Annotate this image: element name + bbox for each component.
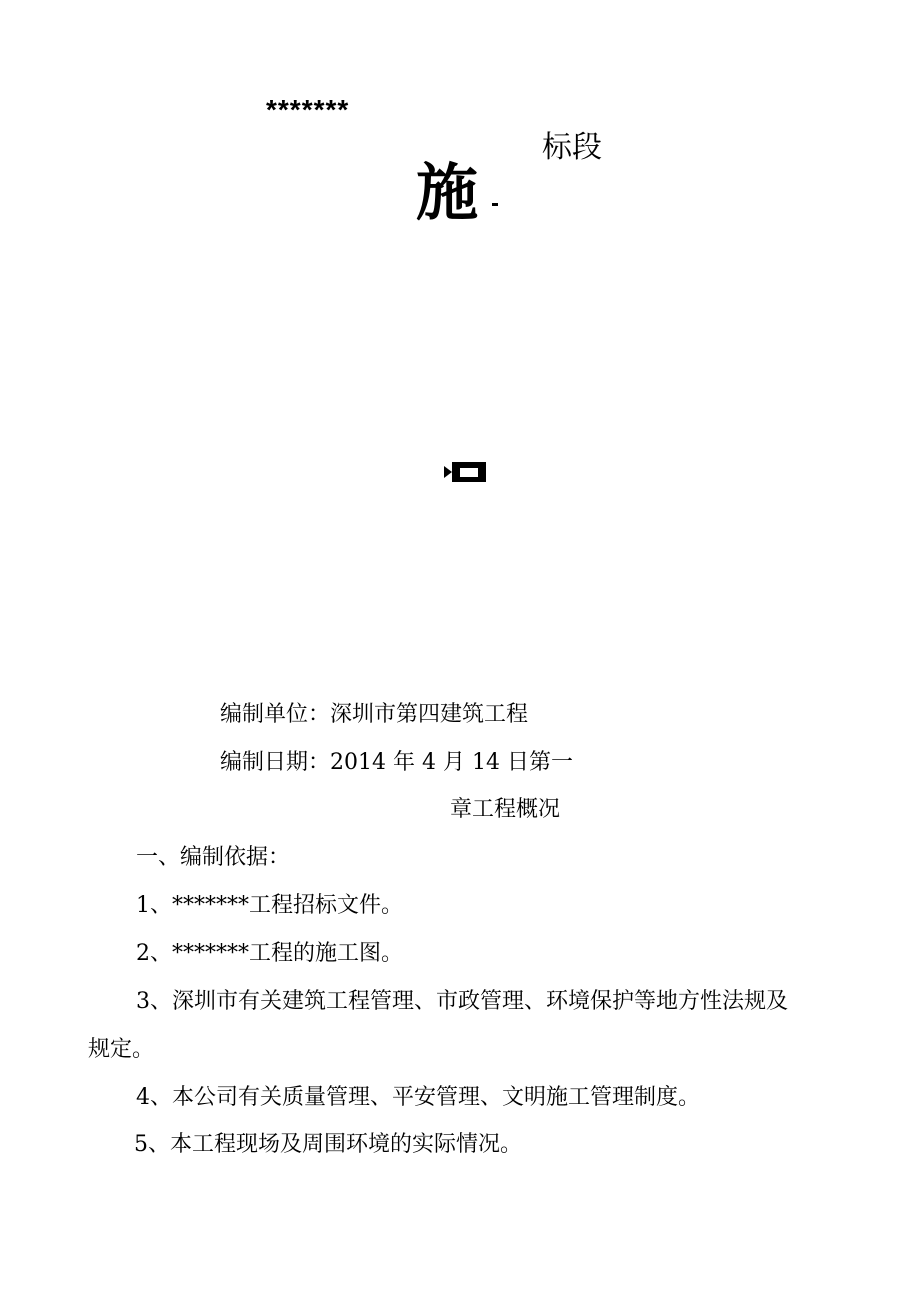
clipped-character-fragment xyxy=(444,460,488,484)
project-name: ******* xyxy=(266,94,350,125)
list-item: 2、*******工程的施工图。 xyxy=(136,941,403,966)
list-item-continuation: 规定。 xyxy=(88,1037,155,1062)
cover-title: 施 xyxy=(416,156,479,229)
lot-label: 标段 xyxy=(542,130,602,165)
compiling-unit: 编制单位：深圳市第四建筑工程 xyxy=(220,702,529,727)
compiling-date: 编制日期：2014 年 4 月 14 日第一 xyxy=(220,750,573,775)
list-item: 4、本公司有关质量管理、平安管理、文明施工管理制度。 xyxy=(136,1085,700,1110)
title-fragment-mark xyxy=(492,203,498,206)
section-heading: 一、编制依据： xyxy=(136,845,291,870)
list-item: 5、本工程现场及周围环境的实际情况。 xyxy=(134,1132,522,1157)
chapter-title: 章工程概况 xyxy=(450,797,561,822)
list-item: 3、深圳市有关建筑工程管理、市政管理、环境保护等地方性法规及 xyxy=(136,989,788,1014)
list-item: 1、*******工程招标文件。 xyxy=(136,893,403,918)
